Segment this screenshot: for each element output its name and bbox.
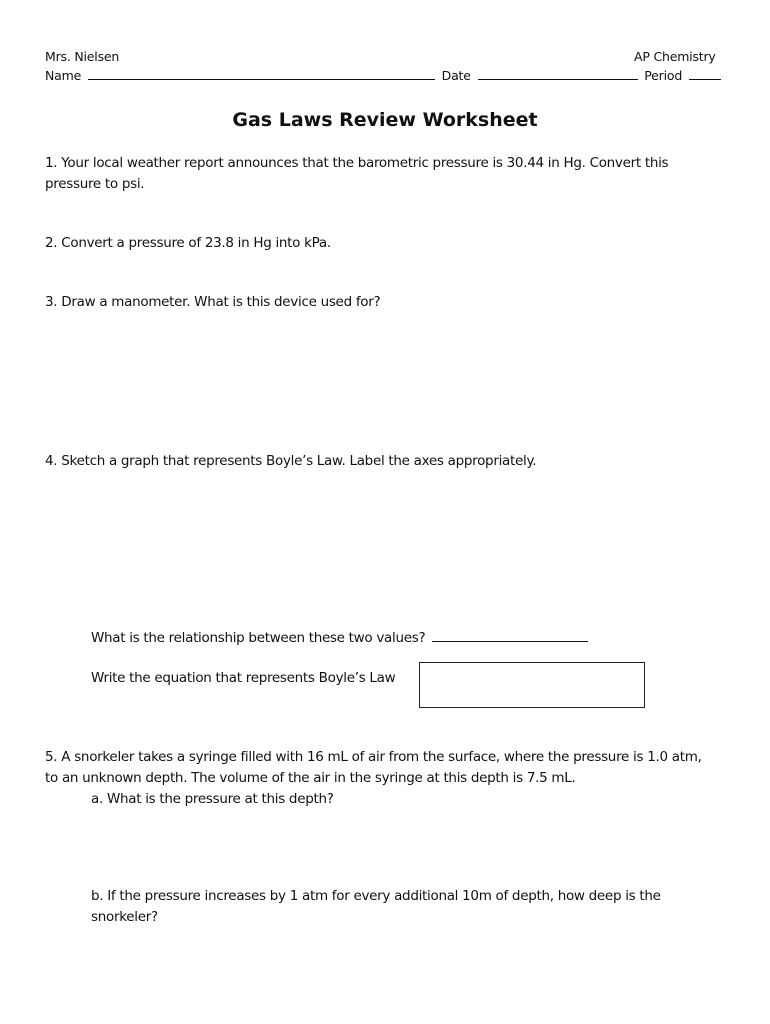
question-4-equation-prompt: Write the equation that represents Boyle’s Law [91, 670, 396, 686]
name-blank[interactable] [88, 67, 435, 80]
question-5b-line-2: snorkeler? [91, 909, 158, 925]
question-1-line-2: pressure to psi. [45, 176, 145, 192]
question-2: 2. Convert a pressure of 23.8 in Hg into kPa. [45, 235, 331, 251]
relationship-prompt: What is the relationship between these two values? [91, 630, 426, 646]
question-3: 3. Draw a manometer. What is this device used for? [45, 294, 381, 310]
question-1-line-1: 1. Your local weather report announces that the barometric pressure is 30.44 in Hg. Convert this [45, 155, 669, 171]
question-5-line-2: to an unknown depth. The volume of the air in the syringe at this depth is 7.5 mL. [45, 770, 576, 786]
equation-answer-box[interactable] [419, 662, 645, 708]
period-label: Period [644, 68, 683, 83]
question-4-relationship [91, 628, 591, 649]
question-5a: a. What is the pressure at this depth? [91, 791, 334, 807]
period-blank[interactable] [689, 67, 721, 80]
header-fields-row [45, 67, 724, 83]
date-blank[interactable] [478, 67, 638, 80]
date-label: Date [441, 68, 471, 83]
page-title: Gas Laws Review Worksheet [232, 109, 538, 131]
teacher-name: Mrs. Nielsen [45, 49, 120, 64]
question-5b-line-1: b. If the pressure increases by 1 atm for every additional 10m of depth, how deep is the [91, 888, 661, 904]
course-name: AP Chemistry [634, 49, 716, 64]
name-label: Name [45, 68, 82, 83]
question-4: 4. Sketch a graph that represents Boyle’s Law. Label the axes appropriately. [45, 453, 537, 469]
relationship-blank[interactable] [432, 629, 588, 642]
question-5-line-1: 5. A snorkeler takes a syringe filled with 16 mL of air from the surface, where the pressure is 1.0 atm, [45, 749, 702, 765]
